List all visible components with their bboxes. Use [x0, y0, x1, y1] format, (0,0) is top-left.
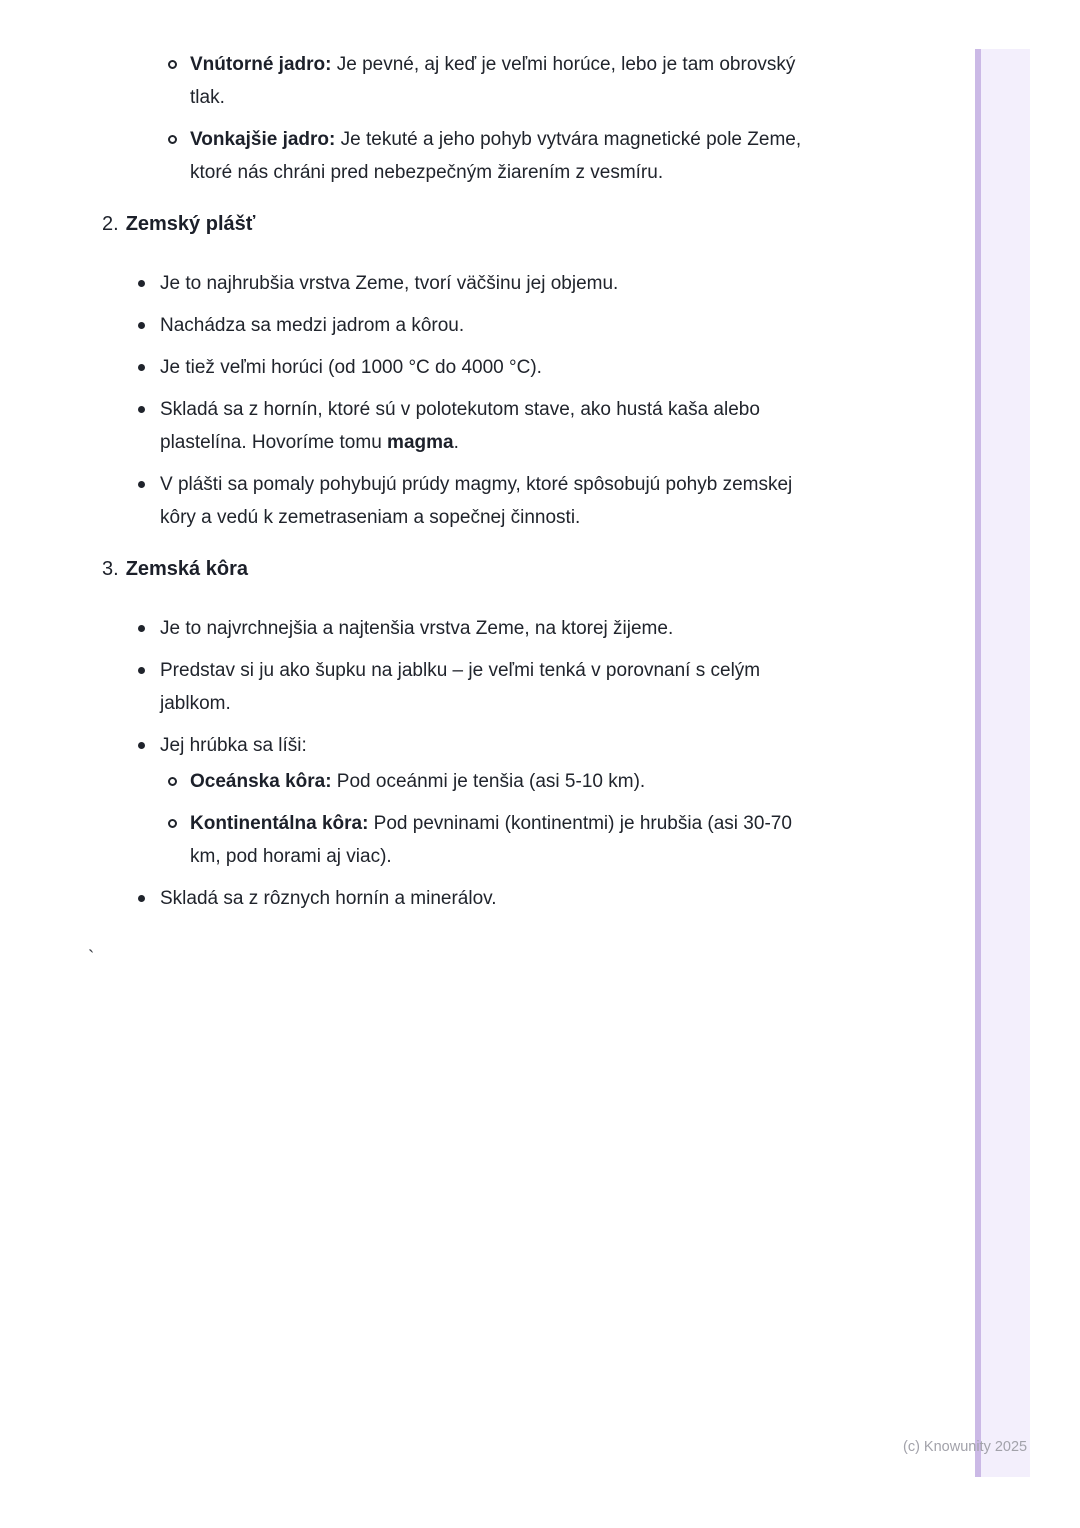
term-description: Je pevné, aj keď je veľmi horúce, lebo je tam obrovský tlak. — [190, 54, 796, 108]
list-item-outer-core — [190, 123, 835, 189]
term-description: Pod pevninami (kontinentmi) je hrubšia (asi 30-70 km, pod horami aj viac). — [190, 813, 792, 867]
core-layers-sublist — [102, 48, 847, 189]
bullet-text: Je to najvrchnejšia a najtenšia vrstva Zeme, na ktorej žijeme. — [160, 618, 674, 639]
mantle-bullet-list — [102, 267, 847, 534]
list-item-inner-core — [190, 48, 835, 114]
bullet-text: V plášti sa pomaly pohybujú prúdy magmy, ktoré spôsobujú pohyb zemskej kôry a vedú k zemetraseniam a sopečnej činnosti. — [160, 474, 793, 528]
list-item — [160, 393, 810, 459]
crust-bullet-list — [102, 612, 847, 915]
crust-thickness-sublist — [160, 765, 810, 873]
list-item-oceanic-crust — [190, 765, 810, 798]
bullet-text: Skladá sa z hornín, ktoré sú v polotekutom stave, ako hustá kaša alebo plastelína. Hovoríme tomu — [160, 399, 760, 453]
bullet-text: Je to najhrubšia vrstva Zeme, tvorí väčšinu jej objemu. — [160, 273, 619, 294]
decorative-highlight-bar — [975, 49, 1030, 1477]
bullet-text-tail: . — [453, 432, 459, 453]
list-item — [160, 612, 810, 645]
section-heading-mantle — [102, 209, 847, 239]
list-item-continental-crust — [190, 807, 810, 873]
term-label: Oceánska kôra: — [190, 771, 332, 792]
term-label: Vnútorné jadro: — [190, 54, 332, 75]
section-number: 2. — [102, 213, 119, 235]
list-item — [160, 468, 810, 534]
term-label: Kontinentálna kôra: — [190, 813, 369, 834]
term-description: Pod oceánmi je tenšia (asi 5-10 km). — [331, 771, 646, 792]
bullet-text: Nachádza sa medzi jadrom a kôrou. — [160, 315, 465, 336]
stray-backtick-character: ` — [88, 948, 95, 969]
document-content — [102, 48, 847, 915]
list-item — [160, 309, 810, 342]
section-title: Zemská kôra — [125, 558, 248, 580]
section-heading-crust — [102, 554, 847, 584]
list-item — [160, 729, 810, 873]
list-item — [160, 351, 810, 384]
bullet-text: Skladá sa z rôznych hornín a minerálov. — [160, 888, 497, 909]
section-number: 3. — [102, 558, 119, 580]
emphasized-term: magma — [387, 432, 454, 453]
bullet-text: Je tiež veľmi horúci (od 1000 °C do 4000 °C). — [160, 357, 542, 378]
list-item — [160, 654, 810, 720]
term-label: Vonkajšie jadro: — [190, 129, 336, 150]
list-item — [160, 882, 810, 915]
copyright-watermark: (c) Knowunity 2025 — [903, 1439, 1028, 1455]
bullet-text: Predstav si ju ako šupku na jablku – je veľmi tenká v porovnaní s celým jablkom. — [160, 660, 761, 714]
bullet-text: Jej hrúbka sa líši: — [160, 735, 307, 756]
term-description: Je tekuté a jeho pohyb vytvára magnetické pole Zeme, ktoré nás chráni pred nebezpečným žiarením z vesmíru. — [190, 129, 802, 183]
list-item — [160, 267, 810, 300]
section-title: Zemský plášť — [125, 213, 256, 235]
